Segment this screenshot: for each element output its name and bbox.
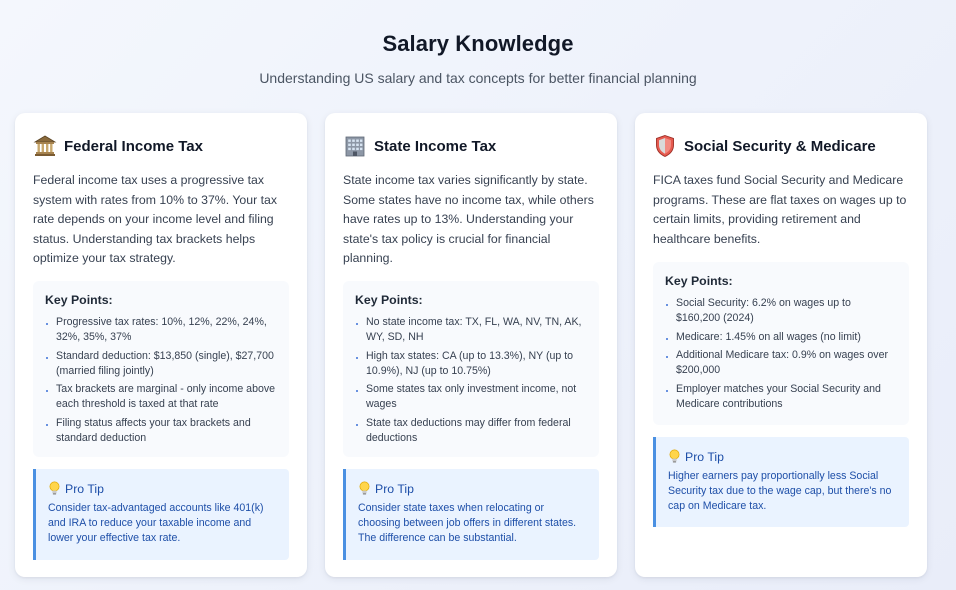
list-item: No state income tax: TX, FL, WA, NV, TN, AK, WY, SD, NH [355,315,587,345]
list-item: High tax states: CA (up to 13.3%), NY (up to 10.9%), NJ (up to 10.75%) [355,349,587,379]
key-points-title: Key Points: [355,293,423,307]
pro-tip-header [358,481,587,496]
pro-tip-title: Pro Tip [375,481,414,496]
key-points-box [343,281,599,457]
card-header [652,133,913,159]
key-points-box [653,262,909,425]
list-item: State tax deductions may differ from federal deductions [355,416,587,446]
pro-tip-header [668,449,897,464]
pro-tip-title: Pro Tip [685,449,724,464]
list-item: Medicare: 1.45% on all wages (no limit) [665,330,897,345]
bank-icon [32,133,58,159]
card-header [32,133,293,159]
card-title: State Income Tax [374,137,497,155]
card-description: Federal income tax uses a progressive tax system with rates from 10% to 37%. Your tax rate depends on your income level and filing status. Understanding tax brackets helps optimize your tax strategy. [33,173,277,266]
card-description: State income tax varies significantly by state. Some states have no income tax, while others have rates up to 13%. Understanding your state's tax policy is crucial for financial planning. [343,173,594,266]
state-income-tax-card [325,113,617,577]
pro-tip-title: Pro Tip [65,481,104,496]
lightbulb-icon [668,449,681,464]
key-points-title: Key Points: [45,293,113,307]
card-description: FICA taxes fund Social Security and Medicare programs. These are flat taxes on wages up to certain limits, providing retirement and healthcare benefits. [653,173,907,246]
pro-tip-text: Higher earners pay proportionally less Social Security tax due to the wage cap, but there's no cap on Medicare tax. [668,470,892,513]
office-building-icon [342,133,368,159]
federal-income-tax-card [15,113,307,577]
key-points-list [45,315,277,446]
key-points-list [355,315,587,446]
pro-tip-box [33,469,289,560]
key-points-title: Key Points: [665,274,733,288]
list-item: Additional Medicare tax: 0.9% on wages over $200,000 [665,348,897,378]
card-header [342,133,603,159]
key-points-list [665,296,897,412]
pro-tip-box [653,437,909,527]
list-item: Social Security: 6.2% on wages up to $160,200 (2024) [665,296,897,326]
shield-icon [652,133,678,159]
pro-tip-box [343,469,599,560]
pro-tip-text: Consider tax-advantaged accounts like 401(k) and IRA to reduce your taxable income and lower your effective tax rate. [48,502,264,545]
list-item: Filing status affects your tax brackets and standard deduction [45,416,277,446]
list-item: Some states tax only investment income, not wages [355,382,587,412]
lightbulb-icon [48,481,61,496]
list-item: Tax brackets are marginal - only income above each threshold is taxed at that rate [45,382,277,412]
pro-tip-header [48,481,277,496]
pro-tip-text: Consider state taxes when relocating or choosing between job offers in different states. The difference can be substantial. [358,502,577,545]
key-points-box [33,281,289,457]
card-title: Federal Income Tax [64,137,203,155]
social-security-medicare-card [635,113,927,577]
lightbulb-icon [358,481,371,496]
page-subtitle: Understanding US salary and tax concepts for better financial planning [259,70,697,86]
list-item: Employer matches your Social Security and Medicare contributions [665,382,897,412]
page-title: Salary Knowledge [382,31,574,56]
card-title: Social Security & Medicare [684,137,876,155]
list-item: Standard deduction: $13,850 (single), $27,700 (married filing jointly) [45,349,277,379]
list-item: Progressive tax rates: 10%, 12%, 22%, 24%, 32%, 35%, 37% [45,315,277,345]
